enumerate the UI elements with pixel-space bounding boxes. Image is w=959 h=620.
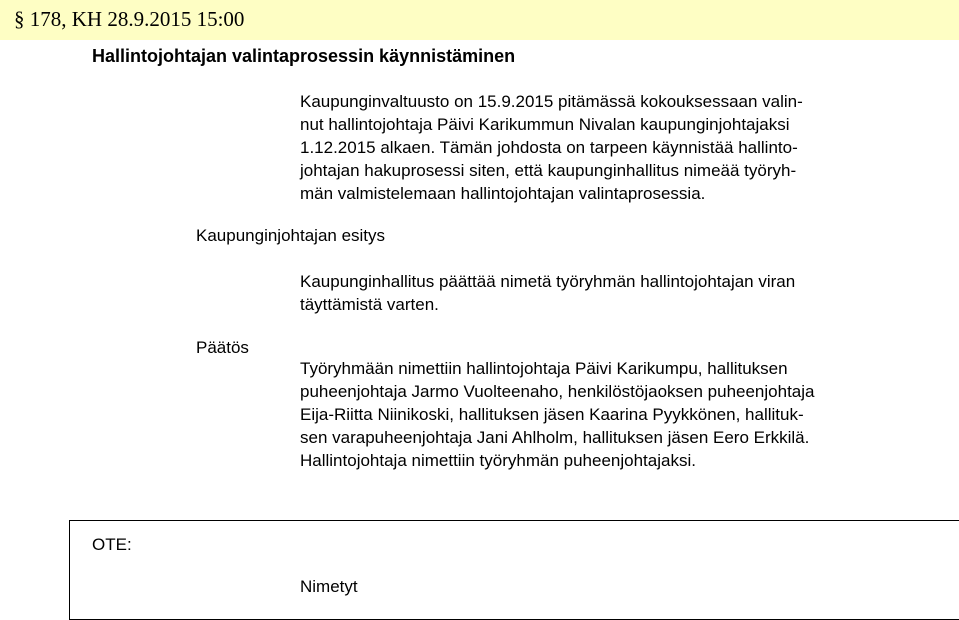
paragraph-line: män valmistelemaan hallintojohtajan valintaprosessia. [300,184,706,203]
paragraph-line: johtajan hakuprosessi siten, että kaupunginhallitus nimeää työryh- [300,161,797,180]
decision-label: Päätös [196,338,249,357]
paragraph-line: nut hallintojohtaja Päivi Karikummun Nivalan kaupunginjohtajaksi [300,115,790,134]
extract-recipient: Nimetyt [300,577,358,596]
section-heading: § 178, KH 28.9.2015 15:00 [14,7,245,31]
intro-paragraph [300,90,900,205]
page-title: Hallintojohtajan valintaprosessin käynnistäminen [92,46,516,66]
extract-box [69,520,959,620]
proposal-paragraph [300,270,900,316]
paragraph-line: Kaupunginvaltuusto on 15.9.2015 pitämässä kokouksessaan valin- [300,92,803,111]
paragraph-line: sen varapuheenjohtaja Jani Ahlholm, hallituksen jäsen Eero Erkkilä. [300,428,810,447]
proposal-label: Kaupunginjohtajan esitys [196,226,386,245]
extract-label: OTE: [92,535,132,554]
paragraph-line: Kaupunginhallitus päättää nimetä työryhmän hallintojohtajan viran [300,272,796,291]
decision-paragraph [300,357,900,472]
paragraph-line: 1.12.2015 alkaen. Tämän johdosta on tarpeen käynnistää hallinto- [300,138,798,157]
meeting-header-bar [0,0,959,40]
paragraph-line: Eija-Riitta Niinikoski, hallituksen jäsen Kaarina Pyykkönen, hallituk- [300,405,804,424]
paragraph-line: Hallintojohtaja nimettiin työryhmän puheenjohtajaksi. [300,451,696,470]
paragraph-line: Työryhmään nimettiin hallintojohtaja Päivi Karikumpu, hallituksen [300,359,788,378]
paragraph-line: puheenjohtaja Jarmo Vuolteenaho, henkilöstöjaoksen puheenjohtaja [300,382,815,401]
paragraph-line: täyttämistä varten. [300,295,439,314]
